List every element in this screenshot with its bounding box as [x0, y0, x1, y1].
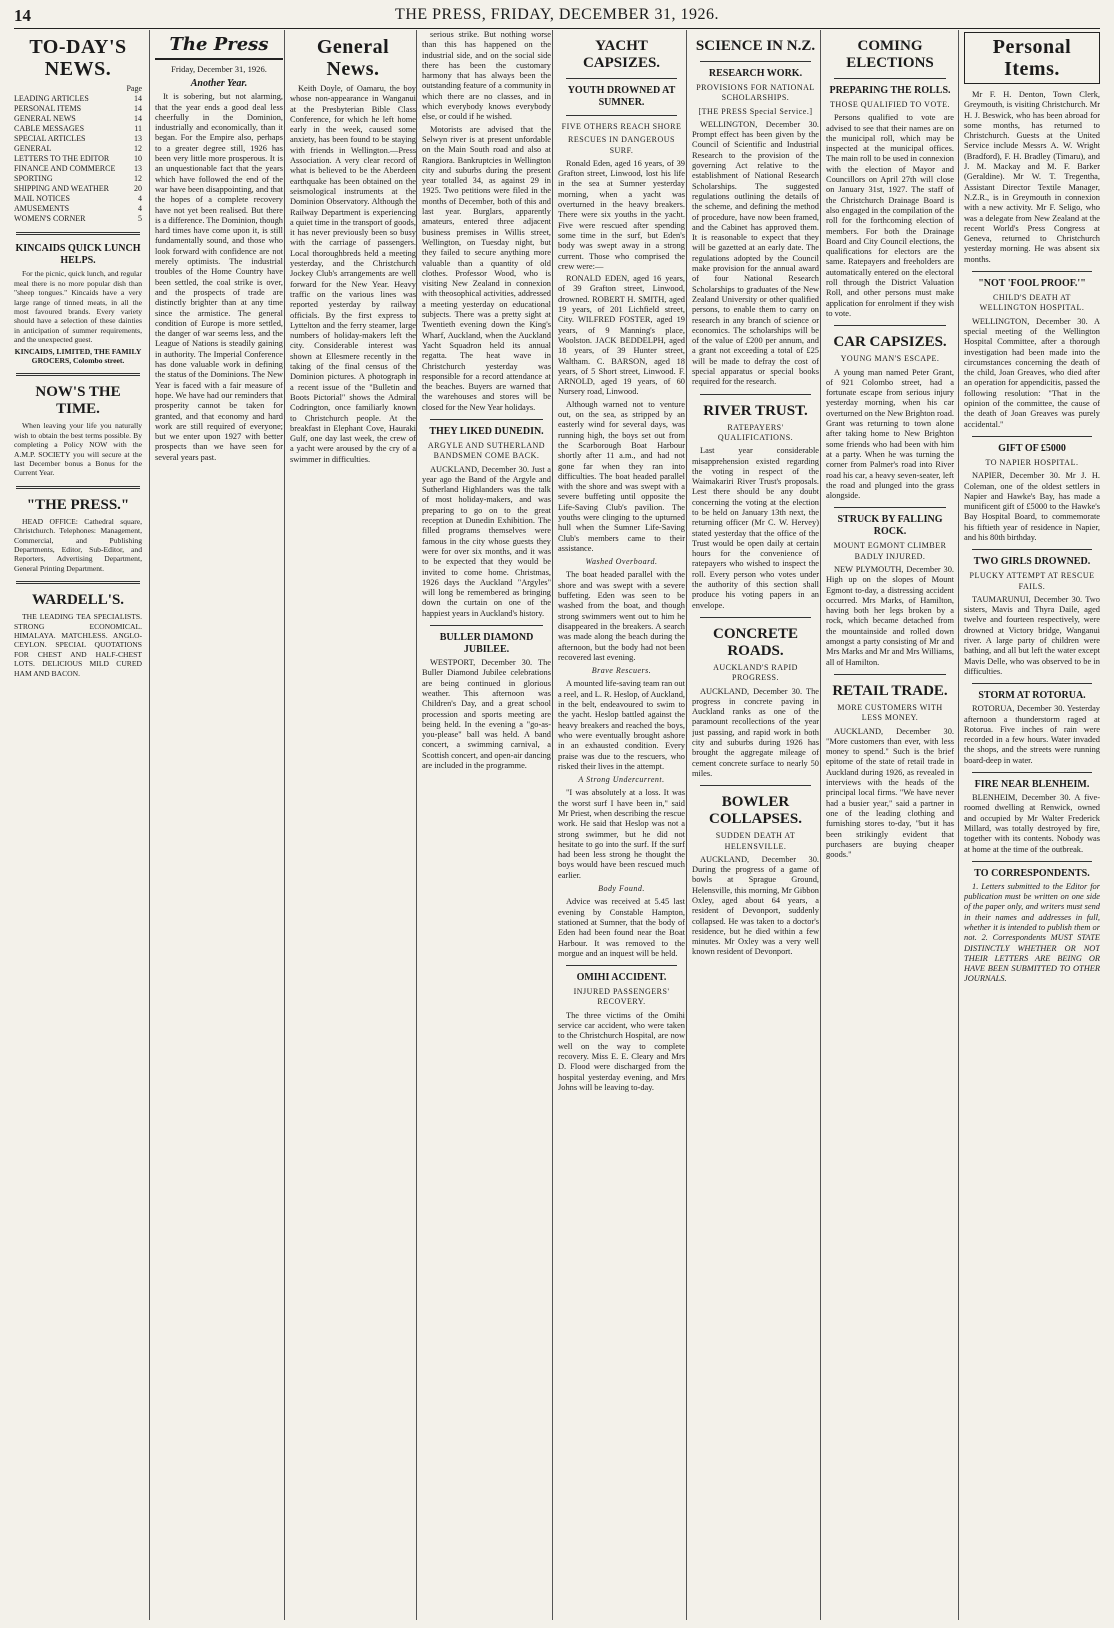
car-capsizes-heading: CAR CAPSIZES.	[833, 334, 947, 351]
dunedin-subheading: ARGYLE AND SUTHERLAND BANDSMEN COME BACK.	[427, 440, 546, 461]
correspondents-heading: TO CORRESPONDENTS.	[974, 867, 1090, 879]
index-entry-page: 10	[134, 154, 142, 164]
index-entry	[14, 144, 142, 154]
strike-body: serious strike. But nothing worse than this has happened on the industrial side, and on the social side there has been the customary harmony that has always been the outstanding feature of a community in which there are no classes, and in which everybody knows everybody else, or could if he wished.	[422, 30, 551, 122]
girls-drowned-subheading: PLUCKY ATTEMPT AT RESCUE FAILS.	[969, 571, 1095, 591]
index-entry-page: 20	[134, 184, 142, 194]
index-entry-label: MAIL NOTICES	[14, 194, 70, 204]
page-number: 14	[14, 6, 31, 25]
column-science	[692, 30, 819, 1620]
car-capsizes-subheading: YOUNG MAN'S ESCAPE.	[840, 354, 940, 364]
column-elections	[826, 30, 954, 1620]
index-entry-page: 13	[134, 164, 142, 174]
index-entry-page: 4	[138, 194, 142, 204]
index-entry-label: SHIPPING AND WEATHER	[14, 184, 109, 194]
todays-news-heading: TO-DAY'S NEWS.	[29, 36, 127, 80]
column-leader	[155, 30, 283, 1620]
concrete-roads-body: AUCKLAND, December 30. The progress in concrete paving in Auckland ranks as one of the paramount recollections of the year just passing, and rapid work in both city and suburbs during 1926 has brought the aggregate mileage of cement concrete surface to nearly 50 miles.	[692, 686, 819, 778]
bowler-subheading: SUDDEN DEATH AT HELENSVILLE.	[715, 831, 796, 851]
general-news-heading: General News.	[316, 36, 390, 80]
index-entry	[14, 114, 142, 124]
index-entry	[14, 204, 142, 214]
index-entry-page: 12	[134, 174, 142, 184]
index-entry-page: 13	[134, 134, 142, 144]
retail-trade-heading: RETAIL TRADE.	[832, 682, 948, 699]
page-header	[14, 4, 1100, 29]
index-entry-page: 5	[138, 214, 142, 224]
buller-heading: BULLER DIAMOND JUBILEE.	[439, 632, 534, 656]
yacht-heading: YACHT CAPSIZES.	[582, 38, 661, 71]
newspaper-title: THE PRESS, FRIDAY, DECEMBER 31, 1926.	[395, 6, 719, 23]
river-trust-heading: RIVER TRUST.	[703, 402, 808, 419]
leader-title: Another Year.	[190, 78, 248, 90]
kincaids-heading: KINCAIDS QUICK LUNCH HELPS.	[15, 243, 141, 267]
index-entry	[14, 104, 142, 114]
press-office-body: HEAD OFFICE: Cathedral square, Christchurch. Telephones: Management, Commercial, and Publishing Departments, Editor, Sub-Editor, and Reporters, Advertising Department, General Printing Department.	[14, 516, 142, 573]
storm-body: ROTORUA, December 30. Yesterday afternoon a thunderstorm raged at Rotorua. Five inches of rain were recorded in a few hours. Water invaded the shops, and the streets were running board-deep in water.	[964, 704, 1100, 765]
index-entry-label: CABLE MESSAGES	[14, 124, 85, 134]
elections-body: Persons qualified to vote are advised to see that their names are on the municipal roll, which may be inspected at the municipal offices. The main roll to be used in connexion with the election of Mayor and Councillors on April 27th will close on January 31st, 1927. The staff of the Christchurch Drainage Board is also engaged in the compilation of the roll for the forthcoming election of members. For both the Drainage Board and City Council elections, the qualifications for electors are the same. Ratepayers and freeholders are automatically entered on the electoral roll through the District Valuation Roll, and other persons must make application for enrolment if they wish to vote.	[826, 113, 954, 318]
fire-heading: FIRE NEAR BLENHEIM.	[974, 779, 1090, 791]
kincaids-footer: KINCAIDS, LIMITED, THE FAMILY GROCERS, Colombo street.	[14, 346, 142, 365]
retail-trade-body: AUCKLAND, December 30. "More customers than ever, with less money to spend." Such is the brief epitome of the state of retail trade in Auckland during 1926, as revealed in interviews with the heads of the principal local firms. "We have never had a busier year," said a partner in one of the leading clothing and furnishing stores to-day, "but it has been strikingly evident that purchasers are buying cheaper goods."	[826, 726, 954, 860]
omihi-heading: OMIHI ACCIDENT.	[576, 972, 667, 984]
not-fool-proof-subheading: CHILD'S DEATH AT WELLINGTON HOSPITAL.	[979, 293, 1085, 313]
body-found-body: Advice was received at 5.45 last evening by Constable Hampton, stationed at Sumner, that the body of Eden had been found near the Boat Harbour. It was removed to the morgue and an inquest will be held.	[558, 897, 685, 958]
column-personal	[964, 30, 1100, 1620]
column-4	[422, 30, 551, 1620]
personal-items-body: Mr F. H. Denton, Town Clerk, Greymouth, is visiting Christchurch. Mr H. J. Beswick, who has been abroad for some months, has returned to Christchurch. Guests at the United Service include Messrs A. W. Wright (Bradford), F. H. Bradley (Timaru), and J. M. Mackay and M. F. Barker (Geraldine). Mr W. T. Tregentha, Assistant Director Textile Manager, N.Z.R., is in Greymouth in connexion with a new activity. Mr F. Seligo, who was a delegate from New Zealand at the recent World's Press Congress at Geneva, returned to Christchurch yesterday morning. He was absent six months.	[964, 90, 1100, 264]
index-entry	[14, 214, 142, 224]
index-entry-label: GENERAL NEWS	[14, 114, 76, 124]
elections-heading: COMING ELECTIONS	[846, 38, 934, 71]
washed-overboard-heading: Washed Overboard.	[585, 557, 658, 567]
index-entry-label: AMUSEMENTS	[14, 204, 70, 214]
dunedin-heading: THEY LIKED DUNEDIN.	[429, 425, 544, 437]
personal-items-heading: Personal Items.	[992, 36, 1072, 80]
body-found-heading: Body Found.	[598, 884, 645, 894]
column-index	[14, 30, 142, 1620]
yacht-lead: Ronald Eden, aged 16 years, of 39 Grafton street, Linwood, lost his life in the sea at Sumner yesterday morning, when a yacht was overturned in the heavy breakers. There were six youths in the yacht. Five were rescued after spending some time in the surf, but Eden's body was swept away in a strong current. Those who comprised the crew were:—	[558, 158, 685, 271]
leader-body: It is sobering, but not alarming, that the year ends a good deal less cheerfully in the Dominion, industrially and economically, than it began. For the Empire also, perhaps to a greater degree still, 1926 has been very little more prosperous. It is an unquestionable fact that the years which have followed the end of the war have been disappointing, and that the hopes of a complete recovery have not yet been realised. But there is a difference. The Dominion, though hard times have come upon it, is still fundamentally sound, and those who look forward with confidence are not merely optimists. The industrial troubles of the Home Country have been settled, the coal strike is over, and the prospects of trade are distinctly brighter than at any time since the armistice. The general condition of Europe is more settled, the danger of war seems less, and the League of Nations is steadily gaining in authority. The Imperial Conference has done valuable work in defining the status of the Dominions. The New Year is faced with a fair measure of hope. We have had our reminders that prosperity cannot be taken for granted, and that economy and hard work are still required of everyone; but we enter upon 1927 with better prospects than we have seen for several years past.	[155, 92, 283, 462]
storm-heading: STORM AT ROTORUA.	[978, 690, 1086, 702]
index-entry-label: SPORTING	[14, 174, 53, 184]
falling-rock-subheading: MOUNT EGMONT CLIMBER BADLY INJURED.	[833, 541, 947, 561]
not-fool-proof-body: WELLINGTON, December 30. A special meeting of the Wellington Hospital Committee, after a thorough investigation had been made into the circumstances concerning the death of the child, Joan Greaves, who died after an operation for appendicitis, passed the following resolution: "That in the opinion of the committee, the cause of the death of Joan Greaves was purely accidental."	[964, 316, 1100, 429]
index-entry-label: GENERAL	[14, 144, 52, 154]
bowler-heading: BOWLER COLLAPSES.	[709, 794, 802, 828]
index-entry-label: LEADING ARTICLES	[14, 94, 89, 104]
index-entry-page: 14	[134, 114, 142, 124]
index-entry-page: 11	[134, 124, 142, 134]
index-entry-page: 14	[134, 104, 142, 114]
omihi-subheading: INJURED PASSENGERS' RECOVERY.	[573, 987, 670, 1007]
general-news-body: Keith Doyle, of Oamaru, the boy whose non-appearance in Wanganui at the Presbyterian Bible Class Conference, for which he left home early in the week, caused some anxiety, has been found to be staying with friends in Wellington.—Press Association. A very clear record of what is believed to be the Aberdeen earthquake has been obtained on the seismological instruments at the Dominion Observatory. Although the Railway Department is experiencing a quiet time in the transport of goods, it has never previously been so busy with the carriage of passengers. Local thoroughbreds held a meeting yesterday, and the Christchurch Jockey Club's arrangements are well forward for the New Year. Heavy traffic on the various lines was reported yesterday by railway officials. By the first express to Lyttelton and the ferry steamer, large numbers of holiday-makers left the city. Considerable interest was shown at Ellesmere recently in the taking of the final census of the Dominion pictures. A photograph in a recent issue of the "Bulletin and Boots Pictorial" shows the Admiral Codrington, once familiarly known to Christchurch people. At the breakfast in Elephant Cove, Hauraki Gulf, one day last week, the crew of a yacht were aroused by the cry of a swimmer in difficulties.	[290, 84, 416, 464]
index-entry	[14, 174, 142, 184]
column-yacht	[558, 30, 685, 1620]
river-trust-body: Last year considerable misapprehension existed regarding the voting in respect of the Waimakariri River Trust's proposals. Lest there should be any doubt concerning the voting at the election to be held on January 13th next, the returning officer (Mr C. W. Hervey) stated yesterday that the office of the Trust would be open daily at certain hours for the convenience of ratepayers who wished to inspect the roll. Every person who votes under the authority of this section shall produce his voting papers in an envelope.	[692, 446, 819, 610]
not-fool-proof-heading: "NOT 'FOOL PROOF.'"	[978, 278, 1086, 290]
index-entry	[14, 124, 142, 134]
newspaper-columns	[14, 30, 1102, 1620]
elections-subheading: PREPARING THE ROLLS.	[829, 85, 951, 96]
girls-drowned-heading: TWO GIRLS DROWNED.	[973, 556, 1091, 568]
falling-rock-body: NEW PLYMOUTH, December 30. High up on the slopes of Mount Egmont to-day, a distressing accident occurred. Mrs Marks, of Hamilton, having both her legs broken by a rock, which became detached from the mountainside and rolled down amongst a party consisting of Mr and Mrs Marks and Mr and Mrs Williams, all of Hamilton.	[826, 564, 954, 667]
river-trust-subheading: RATEPAYERS' QUALIFICATIONS.	[717, 422, 794, 442]
science-subheading: RESEARCH WORK.	[708, 68, 803, 79]
index-entry-page: 4	[138, 204, 142, 214]
press-office-heading: "THE PRESS."	[26, 496, 130, 513]
undercurrent-heading: A Strong Undercurrent.	[578, 775, 665, 785]
yacht-subheading-2: FIVE OTHERS REACH SHORE	[561, 122, 682, 131]
index-entry	[14, 134, 142, 144]
index-entry-page: 14	[134, 94, 142, 104]
nows-the-time-heading: NOW'S THE TIME.	[35, 384, 121, 418]
gift-heading: GIFT OF £5000	[998, 442, 1066, 454]
yacht-subheading: YOUTH DROWNED AT SUMNER.	[567, 85, 676, 108]
the-press-masthead-logo: The Press	[155, 32, 283, 60]
washed-overboard-body: The boat headed parallel with the shore and was swept with a severe buffeting. Eden was seen to be washed from the boat, and though strong swimmers went out to him he disappeared in the breakers. A search was made along the beach during the afternoon, but the body had not been recovered last evening.	[558, 570, 685, 662]
leader-date: Friday, December 31, 1926.	[171, 64, 267, 74]
yacht-crew: RONALD EDEN, aged 16 years, of 39 Grafton street, Linwood, drowned. ROBERT H. SMITH, aged 19 years, of 201 Lichfield street, City. WILFRED FOSTER, aged 19 years, of 9 Manning's place, Woolston. JACK BEDDELPH, aged 18 years, of 39 Hunter street, Waltham. C. BARSON, aged 18 years, of 5 Short street, Linwood. F. ARNOLD, aged 19 years, of 60 Nursery road, Linwood.	[558, 274, 685, 397]
omihi-body: The three victims of the Omihi service car accident, who were taken to the Christchurch Hospital, are now well on the way to complete recovery. Miss E. E. Cleary and Mrs D. Flood were discharged from the hospital yesterday evening, and Mrs Johns will be leaving to-day.	[558, 1010, 685, 1092]
personal-items-box	[964, 32, 1100, 84]
dunedin-body: AUCKLAND, December 30. Just a year ago the Band of the Argyle and Sutherland Highlanders was the talk of most holiday-makers, and was preparing to go on to the great reception at Dunedin Exhibition. The filled programs themselves were famous in the city whose guests they were for over six months, and it was to be expected that they would be invited to come home. Christmas, 1926 days the Auckland "Argyles" will long be remembered as bringing down the curtain on one of the happiest years in Auckland's history.	[422, 464, 551, 618]
concrete-roads-subheading: AUCKLAND'S RAPID PROGRESS.	[713, 662, 798, 683]
wardells-heading: WARDELL'S.	[31, 592, 125, 609]
elections-subheading-2: THOSE QUALIFIED TO VOTE.	[830, 100, 950, 109]
index-entry	[14, 184, 142, 194]
index-entry-label: SPECIAL ARTICLES	[14, 134, 86, 144]
science-special-service: [THE PRESS Special Service.]	[698, 106, 813, 116]
yacht-subheading-3: RESCUES IN DANGEROUS SURF.	[568, 135, 675, 155]
bowler-body: AUCKLAND, December 30. During the progress of a game of bowls at Sprague Ground, Helensville, this morning, Mr Gibbon Oxley, aged about 64 years, a resident of Devonport, suddenly collapsed. He was taken to a doctor's residence, but he died within a few minutes. Mr Oxley was a very well known resident of Devonport.	[692, 854, 819, 957]
buller-body: WESTPORT, December 30. The Buller Diamond Jubilee celebrations are being continued in glorious weather. This afternoon was Children's Day, and a great school procession and sports meeting are being held. In the evening a "go-as-you-please" ball was held. A band concert, a swimming carnival, a Scottish concert, and open-air dancing are included in the programme.	[422, 658, 551, 770]
index-list	[14, 94, 142, 224]
yacht-body: Although warned not to venture out, on the sea, as stripped by an easterly wind for several days, was running high, the boys set out from the Scarborough Boat Harbour shortly after 11 a.m., and had not gone far when they ran into difficulties. The boat headed parallel with the shore and was swept with a severe buffeting until opposite the Life-Saving Club's pavilion. The youths were clinging to the upturned hull when the Sumner Life-Saving Club's members came to their assistance.	[558, 399, 685, 553]
science-subheading-2: PROVISIONS FOR NATIONAL SCHOLARSHIPS.	[696, 83, 815, 103]
gift-body: NAPIER, December 30. Mr J. H. Coleman, one of the oldest settlers in Napier and Hawke's Bay, has made a munificent gift of £5000 to the Hawke's Bay Hospital Board, to commemorate his fiftieth year of residence in Napier, and his 80th birthday.	[964, 471, 1100, 542]
correspondents-body: 1. Letters submitted to the Editor for publication must be written on one side of the paper only, and writers must send in their names and addresses in full, whether it is intended to publish them or not. 2. Correspondents MUST STATE DISTINCTLY WHETHER OR NOT THEIR LETTERS ARE BEING OR HAVE BEEN SUBMITTED TO OTHER JOURNALS.	[964, 881, 1100, 984]
column-general-news	[290, 30, 416, 1620]
brave-rescuers-heading: Brave Rescuers.	[591, 666, 652, 676]
index-entry-page: 12	[134, 144, 142, 154]
index-entry-label: PERSONAL ITEMS	[14, 104, 82, 114]
kincaids-body: For the picnic, quick lunch, and regular meal there is no more popular dish than "sheep tongues." Kincaids have a very large range of tinned meats, in all the most favoured brands. Every variety should have a selection of these dainties in anticipation of summer requirements, and the unexpected guest.	[14, 269, 142, 345]
index-entry-label: FINANCE AND COMMERCE	[14, 164, 116, 174]
index-entry	[14, 154, 142, 164]
nows-the-time-body: When leaving your life you naturally wish to obtain the best terms possible. By completing a Policy NOW with the A.M.P. SOCIETY you will secure at the last December bonus a Bonus for the Current Year.	[14, 421, 142, 478]
brave-rescuers-body: A mounted life-saving team ran out a reel, and L. R. Heslop, of Auckland, in the belt, endeavoured to swim to the yacht. Heslop battled against the heavy breakers and reached the boys, who were eventually brought ashore in an exhausted condition. Every praise was due to the rescuers, who risked their lives in the attempt.	[558, 679, 685, 771]
index-page-label: Page	[126, 84, 142, 93]
index-entry	[14, 164, 142, 174]
car-capsizes-body: A young man named Peter Grant, of 921 Colombo street, had a fortunate escape from serious injury yesterday morning, when his car overturned on the New Brighton road. Grant was returning to town alone after taking home to New Brighton some friends who had been with him at a party. When he was turning the corner from Palmer's road into River road his car, a heavy seven-seater, left the road and plunged into the grass alongside.	[826, 367, 954, 501]
index-entry	[14, 194, 142, 204]
motorists-body: Motorists are advised that the Selwyn river is at present unfordable on the Main South road and also at Rangiora. Bankruptcies in Wellington city and suburbs during the present year totalled 34, as against 29 in 1925. Two petitions were filed in the months of December, both of this and last year. Burglars, apparently amateurs, entered three adjacent business premises in Willis street, Wellington, on Tuesday night, but they failed to secure anything more valuable than a quantity of old clothes. Professor Wood, who is visiting New Zealand in connexion with theosophical activities, addressed a meeting yesterday on educational subjects. There was a pretty sight at Twentieth evening down the King's Wharf, Auckland, when the Auckland Yacht Squadron held its annual regatta. The heat wave in Christchurch yesterday was responsible for a record attendance at the beaches. Buyers are warned that the warehouses and stores will be closed for the New Year holidays.	[422, 124, 551, 412]
index-entry	[14, 94, 142, 104]
science-heading: SCIENCE IN N.Z.	[695, 38, 816, 54]
wardells-body: THE LEADING TEA SPECIALISTS. STRONG ECONOMICAL. HIMALAYA. MATCHLESS. ANGLO-CEYLON. SPECIAL QUOTATIONS FOR CHEST AND HALF-CHEST LOTS. DELICIOUS MILD CURED HAM AND BACON.	[14, 612, 142, 678]
index-entry-label: WOMEN'S CORNER	[14, 214, 86, 224]
girls-drowned-body: TAUMARUNUI, December 30. Two sisters, Mavis and Thyra Daile, aged twelve and fourteen respectively, were drowned at Victory bridge, Wanganui river. A large party of children were bathing, and all but left the water except Mavis Delle, who was observed to be in difficulties.	[964, 594, 1100, 676]
science-body: WELLINGTON, December 30. Prompt effect has been given by the Council of Scientific and Industrial Research to the provision of the governing Act relative to the establishment of National Research Scholarships. The suggested regulations outlining the details of the scheme, and defining the method of procedure, have now been framed, and the Cabinet has approved them. It is reasonable to expect that they will be gazetted at an early date. The regulations adopted by the Council make provision for the annual award of four National Research Scholarships to graduates of the New Zealand University or other qualified persons, to enable them to carry on research in any branch of science or economics. The scholarships will be of the value of £200 per annum, and a grant not exceeding a total of £25 will be made to defray the cost of special apparatus or special books required for the research.	[692, 119, 819, 387]
gift-subheading: TO NAPIER HOSPITAL.	[985, 457, 1079, 467]
falling-rock-heading: STRUCK BY FALLING ROCK.	[837, 514, 943, 538]
undercurrent-body: "I was absolutely at a loss. It was the worst surf I have been in," said Mr Priest, when describing the rescue work. He said that Heslop was not a strong swimmer, but he did not hesitate to go into the surf. If the surf had been less strong he thought the boys would have been rescued much earlier.	[558, 788, 685, 880]
fire-body: BLENHEIM, December 30. A five-roomed dwelling at Renwick, owned and occupied by Mr Walter Frederick Millard, was totally destroyed by fire, together with its contents. Nobody was at home at the time of the outbreak.	[964, 793, 1100, 854]
index-entry-label: LETTERS TO THE EDITOR	[14, 154, 110, 164]
retail-trade-subheading: MORE CUSTOMERS WITH LESS MONEY.	[837, 702, 943, 723]
concrete-roads-heading: CONCRETE ROADS.	[712, 625, 798, 659]
